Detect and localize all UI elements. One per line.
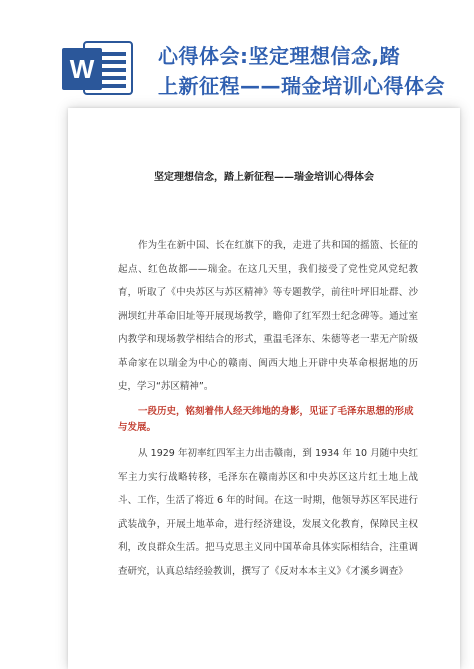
page-title-line2: 上新征程——瑞金培训心得体会 xyxy=(158,74,445,98)
header xyxy=(0,0,474,110)
word-document-icon xyxy=(62,40,134,96)
highlight-sentence: 一段历史，铭刻着伟人经天纬地的身影，见证了毛泽东思想的形成与发展。 xyxy=(118,406,414,433)
document-page xyxy=(68,108,460,669)
paragraph-1: 作为生在新中国、长在红旗下的我，走进了共和国的摇篮、长征的起点、红色故都——瑞金。在这几天里，我们接受了党性党风党纪教育，听取了《中央苏区与苏区精神》等专题教学，前往叶坪旧址群、沙洲坝红井革命旧址等开展现场教学，瞻仰了红军烈士纪念碑等。通过室内教学和现场教学相结合的形式，重温毛泽东、朱德等老一辈无产阶级革命家在以瑞金为中心的赣南、闽西大地上开辟中央革命根据地的历史，学习“苏区精神”。 xyxy=(118,240,418,392)
paragraph-3: 从 1929 年初率红四军主力出击赣南，到 1934 年 10 月随中央红军主力实行战略转移，毛泽东在赣南苏区和中央苏区这片红土地上战斗、工作，生活了将近 6 年的时间。在这一时期，他领导苏区军民进行武装战争，开展土地革命，进行经济建设，发展文化教育，保障民主权利，改良群众生活。把马克思主义同中国革命具体实际相结合，注重调查研究，认真总结经验教训，撰写了《反对本本主义》《才溪乡调查》 xyxy=(118,448,418,577)
logo-letter: W xyxy=(69,54,95,84)
page-title-line1: 心得体会:坚定理想信念,踏 xyxy=(158,44,401,68)
document-title: 坚定理想信念，踏上新征程——瑞金培训心得体会 xyxy=(154,172,374,183)
